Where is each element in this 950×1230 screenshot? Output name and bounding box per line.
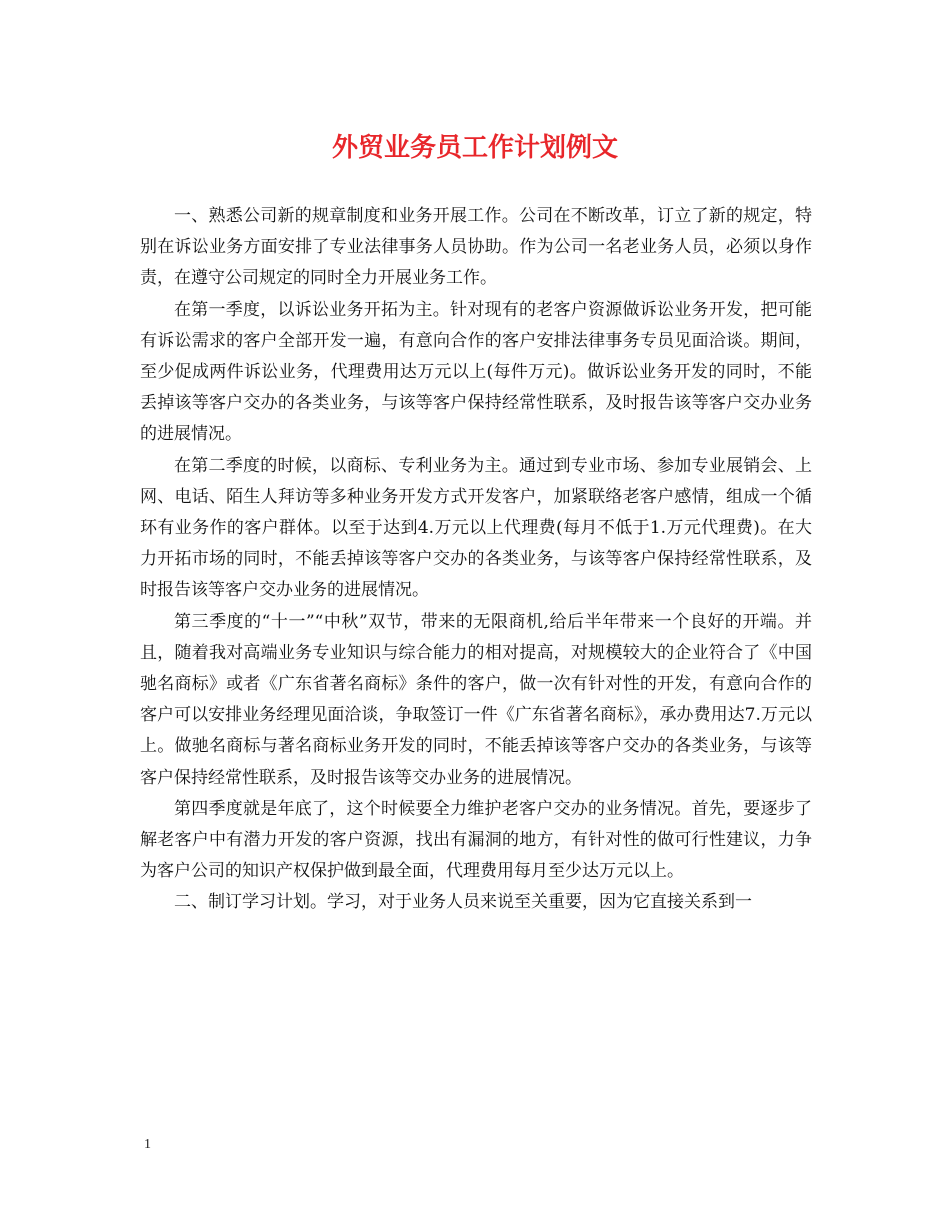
page-number: 1	[144, 1137, 151, 1152]
document-body	[140, 201, 812, 919]
paragraph-2: 在第一季度，以诉讼业务开拓为主。针对现有的老客户资源做诉讼业务开发，把可能有诉讼需求的客户全部开发一遍，有意向合作的客户安排法律事务专员见面洽谈。期间，至少促成两件诉讼业务，代理费用达万元以上(每件万元)。做诉讼业务开发的同时，不能丢掉该等客户交办的各类业务，与该等客户保持经常性联系，及时报告该等客户交办业务的进展情况。	[140, 299, 812, 445]
paragraph-3: 在第二季度的时候，以商标、专利业务为主。通过到专业市场、参加专业展销会、上网、电话、陌生人拜访等多种业务开发方式开发客户，加紧联络老客户感情，组成一个循环有业务作的客户群体。以至于达到4.万元以上代理费(每月不低于1.万元代理费)。在大力开拓市场的同时，不能丢掉该等客户交办的各类业务，与该等客户保持经常性联系，及时报告该等客户交办业务的进展情况。	[140, 455, 812, 601]
paragraph-6: 二、制订学习计划。学习，对于业务人员来说至关重要，因为它直接关系到一	[174, 892, 752, 913]
paragraph-1: 一、熟悉公司新的规章制度和业务开展工作。公司在不断改革，订立了新的规定，特别在诉讼业务方面安排了专业法律事务人员协助。作为公司一名老业务人员，必须以身作责，在遵守公司规定的同时全力开展业务工作。	[140, 206, 812, 289]
paragraph-5: 第四季度就是年底了，这个时候要全力维护老客户交办的业务情况。首先，要逐步了解老客户中有潜力开发的客户资源，找出有漏洞的地方，有针对性的做可行性建议，力争为客户公司的知识产权保护做到最全面，代理费用每月至少达万元以上。	[140, 798, 812, 882]
document-title: 外贸业务员工作计划例文	[331, 133, 618, 163]
paragraph-4: 第三季度的“十一”“中秋”双节，带来的无限商机,给后半年带来一个良好的开端。并且，随着我对高端业务专业知识与综合能力的相对提高，对规模较大的企业符合了《中国驰名商标》或者《广东省著名商标》条件的客户，做一次有针对性的开发，有意向合作的客户可以安排业务经理见面洽谈，争取签订一件《广东省著名商标》，承办费用达7.万元以上。做驰名商标与著名商标业务开发的同时，不能丢掉该等客户交办的各类业务，与该等客户保持经常性联系，及时报告该等交办业务的进展情况。	[140, 611, 812, 788]
